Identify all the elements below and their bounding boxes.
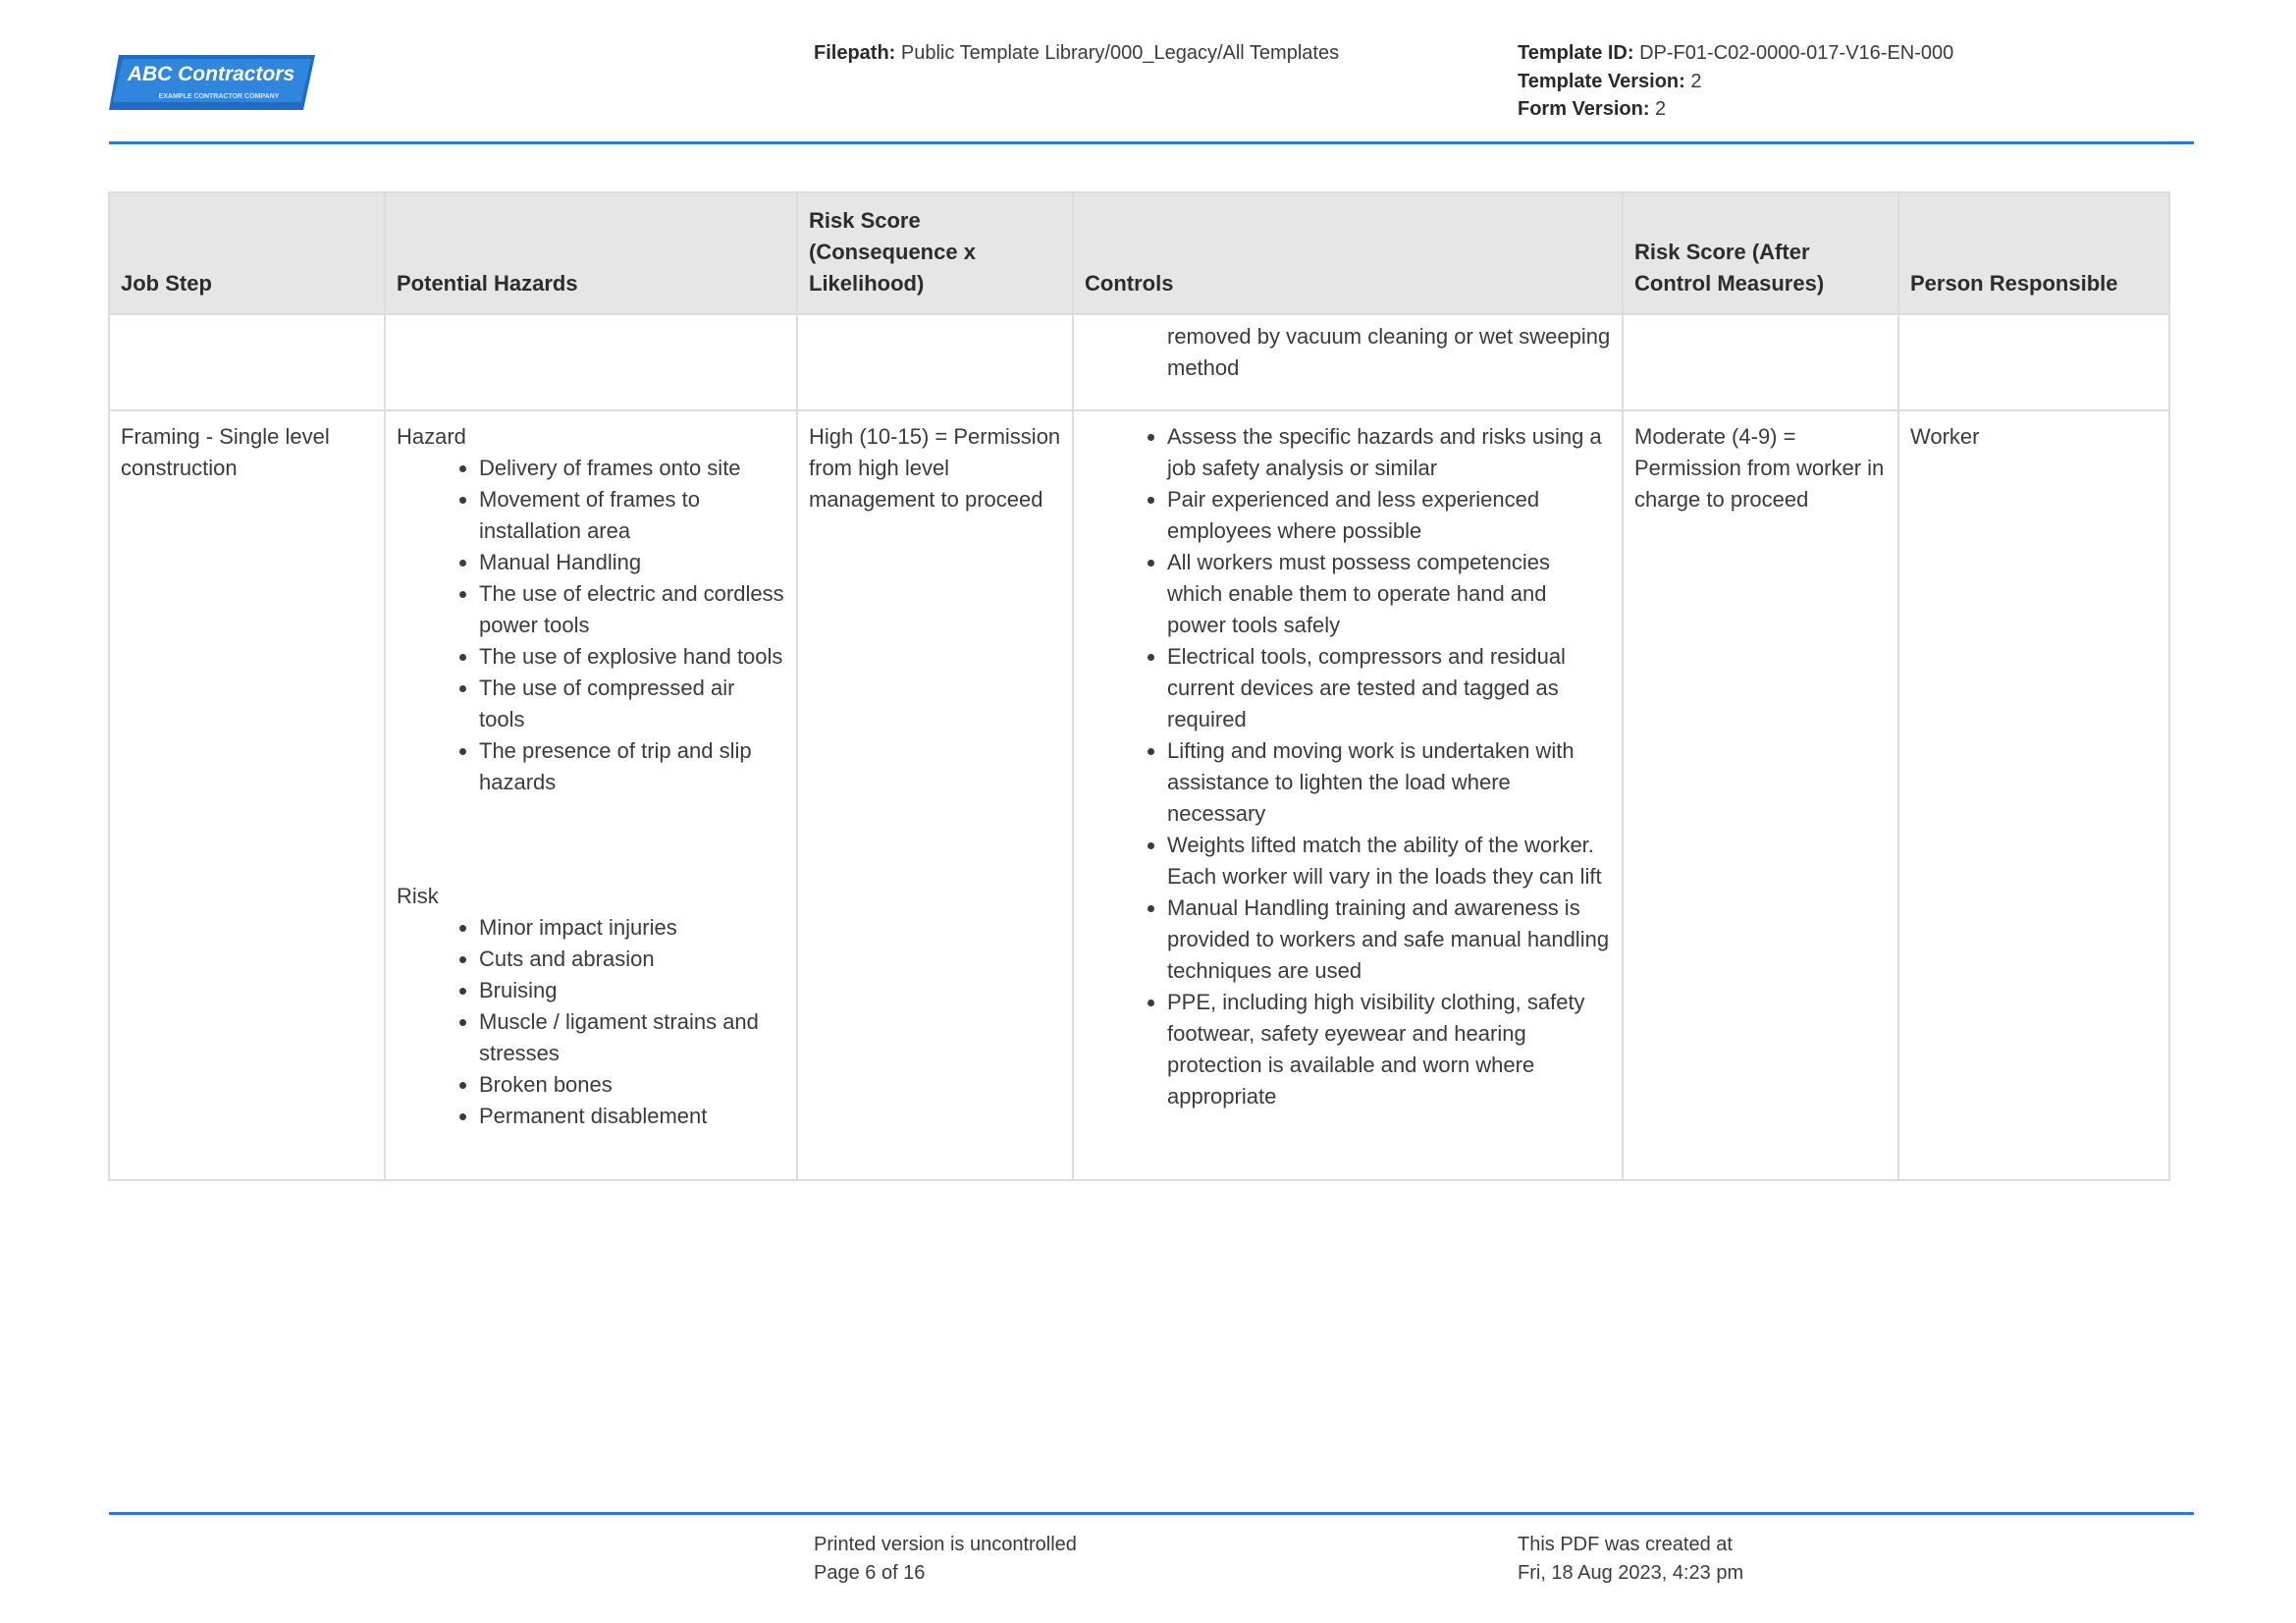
risk-label: Risk — [397, 884, 439, 908]
hazard-label: Hazard — [397, 424, 466, 449]
control-item: • PPE, including high visibility clothing, safety footwear, safety eyewear and hearing protection is available and worn where appropriate — [1167, 987, 1611, 1112]
control-item: • Pair experienced and less experienced employees where possible — [1167, 484, 1611, 547]
template-id-value: DP-F01-C02-0000-017-V16-EN-000 — [1639, 42, 1954, 64]
cell-job-step: Framing - Single level construction — [109, 410, 385, 1180]
risk-item: • Permanent disablement — [479, 1101, 785, 1132]
cell-potential-hazards — [385, 410, 797, 1180]
cell-empty — [1898, 314, 2169, 410]
hazard-item: • Movement of frames to installation area — [479, 484, 785, 547]
risk-list — [397, 912, 785, 1132]
risk-item: • Minor impact injuries — [479, 912, 785, 944]
company-logo — [109, 55, 315, 110]
hazard-item: • The use of compressed air tools — [479, 673, 785, 735]
form-version-value: 2 — [1655, 98, 1667, 120]
cell-empty — [1623, 314, 1898, 410]
risk-item: • Muscle / ligament strains and stresses — [479, 1006, 785, 1069]
cell-controls-continued — [1073, 314, 1623, 410]
filepath-value: Public Template Library/000_Legacy/All Templates — [900, 42, 1340, 64]
controls-list — [1085, 421, 1611, 1112]
logo-tagline: EXAMPLE CONTRACTOR COMPANY — [158, 93, 280, 100]
created-label: This PDF was created at — [1518, 1534, 1733, 1555]
header-risk-score-after: Risk Score (After Control Measures) — [1623, 192, 1898, 314]
filepath-block — [814, 39, 1339, 68]
header-risk-score-before: Risk Score (Consequence x Likelihood) — [797, 192, 1073, 314]
hazard-item: • Manual Handling — [479, 547, 785, 578]
hazard-item: • The use of explosive hand tools — [479, 641, 785, 673]
template-id-label: Template ID: — [1518, 42, 1634, 64]
control-item: • Electrical tools, compressors and residual current devices are tested and tagged as required — [1167, 641, 1611, 735]
continued-control-text: removed by vacuum cleaning or wet sweeping method — [1167, 324, 1611, 380]
table-row — [109, 410, 2169, 1180]
hazard-item: • Delivery of frames onto site — [479, 453, 785, 484]
cell-risk-score-after: Moderate (4-9) = Permission from worker in charge to proceed — [1623, 410, 1898, 1180]
header-divider — [109, 141, 2194, 144]
header-job-step: Job Step — [109, 192, 385, 314]
risk-item: • Bruising — [479, 975, 785, 1006]
footer-created-info — [1518, 1531, 1743, 1587]
risk-item: • Broken bones — [479, 1069, 785, 1101]
control-item: • All workers must possess competencies which enable them to operate hand and power tools safely — [1167, 547, 1611, 641]
risk-item: • Cuts and abrasion — [479, 944, 785, 975]
cell-empty — [797, 314, 1073, 410]
form-version-label: Form Version: — [1518, 98, 1650, 120]
hazard-item: • The presence of trip and slip hazards — [479, 735, 785, 798]
template-version-value: 2 — [1690, 70, 1702, 92]
uncontrolled-notice: Printed version is uncontrolled — [814, 1534, 1077, 1555]
hazard-list — [397, 453, 785, 798]
cell-empty — [385, 314, 797, 410]
table-header-row — [109, 192, 2169, 314]
control-item: • Assess the specific hazards and risks using a job safety analysis or similar — [1167, 421, 1611, 484]
logo-name: ABC Contractors — [127, 63, 295, 85]
cell-risk-score-before: High (10-15) = Permission from high level management to proceed — [797, 410, 1073, 1180]
table-row-continued — [109, 314, 2169, 410]
template-info-block — [1518, 39, 1953, 124]
header-potential-hazards: Potential Hazards — [385, 192, 797, 314]
control-item: • Weights lifted match the ability of the worker. Each worker will vary in the loads they can lift — [1167, 830, 1611, 893]
filepath-label: Filepath: — [814, 42, 896, 64]
page-number: Page 6 of 16 — [814, 1561, 926, 1584]
cell-controls — [1073, 410, 1623, 1180]
created-date: Fri, 18 Aug 2023, 4:23 pm — [1518, 1561, 1744, 1584]
footer-page-info — [814, 1531, 1077, 1587]
template-version-label: Template Version: — [1518, 70, 1685, 92]
risk-assessment-table — [108, 191, 2170, 1181]
control-item: • Lifting and moving work is undertaken with assistance to lighten the load where necessary — [1167, 735, 1611, 830]
hazard-item: • The use of electric and cordless power tools — [479, 578, 785, 641]
control-item: • Manual Handling training and awareness is provided to workers and safe manual handling techniques are used — [1167, 893, 1611, 987]
footer-divider — [109, 1512, 2194, 1515]
header-controls: Controls — [1073, 192, 1623, 314]
header-person-responsible: Person Responsible — [1898, 192, 2169, 314]
cell-person-responsible: Worker — [1898, 410, 2169, 1180]
cell-empty — [109, 314, 385, 410]
